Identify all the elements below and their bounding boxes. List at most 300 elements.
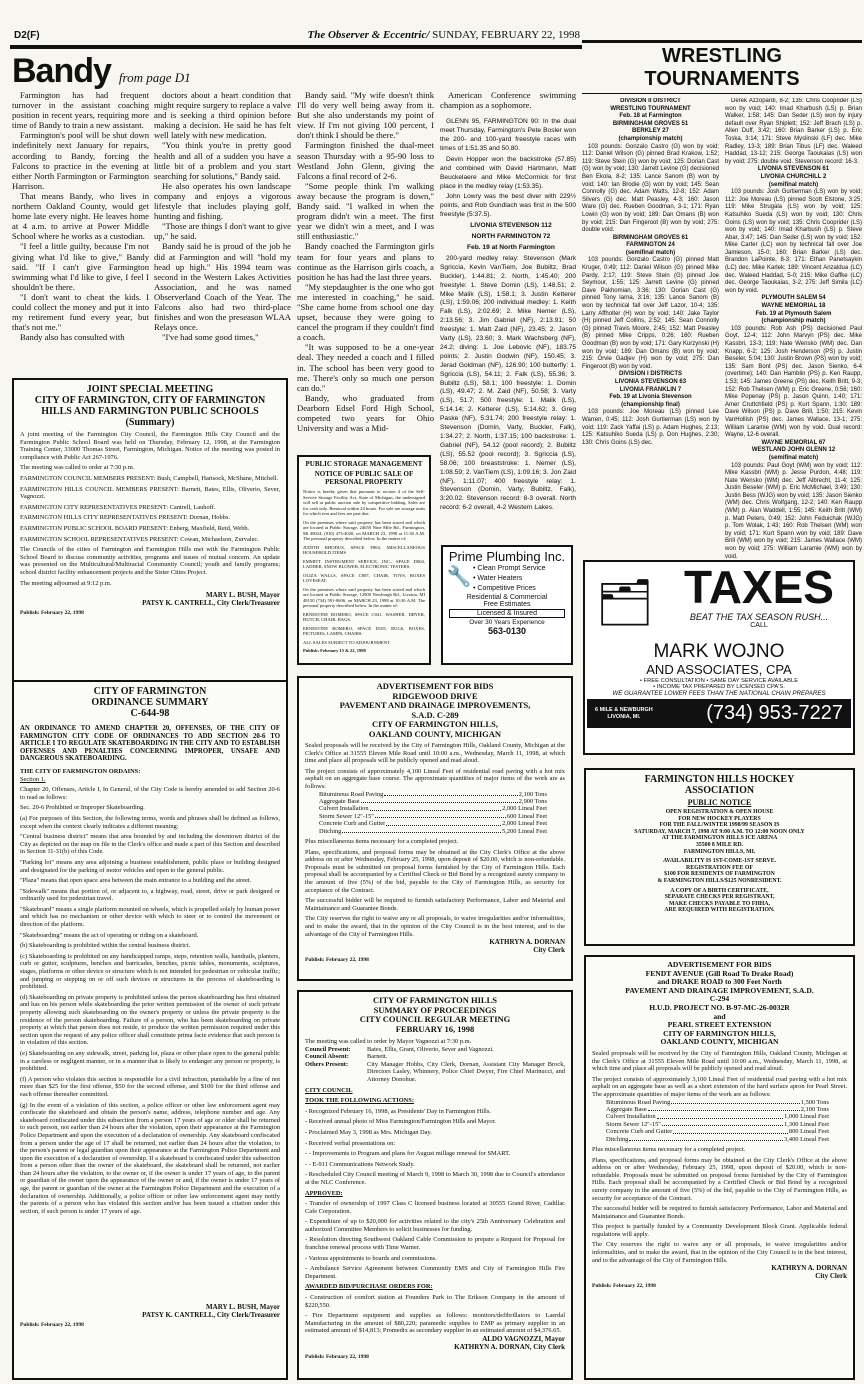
- result-heading: (championship final): [621, 401, 680, 408]
- text-line: C-294: [709, 994, 730, 1004]
- notice-body: [20, 431, 280, 587]
- text-line: - Proclaimed May 3, 1998 as Mrs. Michigan Day.: [305, 1128, 432, 1136]
- plumbing-experience: Over 30 Years Experience: [469, 619, 545, 626]
- result-heading: (championship match): [618, 135, 683, 142]
- text-line: CITY OF FARMINGTON HILLS,: [371, 719, 499, 729]
- text-line: Bandy, who graduated from Dearborn Edsel Ford High School, competed two years for Ohio University and was a Mid-: [297, 392, 434, 434]
- fendt-bid-notice: [584, 955, 855, 1380]
- text-line: - Received verbal presentations on:: [305, 1139, 396, 1147]
- text-line: - Resolution directing Southwest Oakland Cable Commission to prepare a Request for Proposal for franchise renewal process with Time Warner.: [305, 1236, 565, 1252]
- item-quantity: 2,000 Lineal Feet: [502, 820, 547, 828]
- text-line: He also operates his own landscape company and enjoys a vigorous lifestyle that includes playing golf, hunting and fishing.: [154, 180, 291, 222]
- text-line: A COPY OF A BIRTH CERTIFICATE,: [670, 887, 769, 894]
- text-line: Farmington finished the dual-meet season Thursday with a 95-90 loss to Westland John Glenn, giving the Falcons a final record of 2-6.: [297, 140, 434, 181]
- text-line: NORTH FARMINGTON 72: [471, 233, 551, 241]
- text-line: The City reserves the right to waive any or all proposals, to waive irregularities and/or informalities, and to make the award, that in the opinion of the City Council is in the best interest, and to the advantage of the City of Farmington Hills.: [305, 915, 565, 938]
- text-line: This project is partially funded by a Community Development Block Grant. Applicable federal regulations will apply.: [592, 1223, 847, 1238]
- text-line: The meeting adjourned at 9:12 p.m.: [20, 579, 112, 587]
- plumbing-phone: 563-0130: [487, 626, 527, 636]
- match-results: Derek Azzopardi, 8-2; 135: Chris Cooprider (LS) won by void; 140: Imad Kharbush (LS) p. Brian Walker, 1:58; 145: Dan Seder (LS) won by injury default over Ryan Shiplett; 152: Jeff Brach (LS) p. Allen Duff, 3:42; 160: Brian Barker (LS) p. Eric Toska, 3:14; 171: Steve Myslinski (LF) dec. Mike Radley, 13-3; 189: Brian Tibus (LF) dec. Waleed Haddad, 13-12; 215: George Taoukaias (LS) won by void; 275: double void. Stevenson record: 16-3.: [725, 98, 862, 165]
- text-line: That means Bandy, who lives in northern Oakland County, would get home late every night. He leaves home at 4 a.m. to arrive at Power Middle School where he works as a custodian.: [12, 190, 149, 242]
- text-line: (c) Skateboarding is prohibited on any handicapped ramps, steps, retention walls, handrails, planters, curb or gutter, sculptures, benches and barricades, benches, picnic tables, monuments, sculptures, stages, platforms or other device or structure which is not intended for pedestrian or vehicular traffic; and jumping or stepping on or off such devices or structures in the process of skateboarding is prohibited.: [20, 952, 280, 991]
- text-line: KATHRYN A. DORNAN: [489, 938, 565, 947]
- text-line: "My stepdaughter is the one who got me interested in coaching," he said. "She came home from school one day upset, because they were going to cancel the program if they couldn't find a coach.: [297, 281, 434, 343]
- text-line: ASSOCIATION: [684, 785, 755, 796]
- text-line: MARY L. BUSH, Mayor: [206, 591, 280, 600]
- text-line: ERNESTINE ROMERO, SPACE C041, WASHER, DRYER, HUTCH, CHAIR, BAGS.: [303, 611, 425, 622]
- storage-subtitle: NOTICE OF PUBLIC SALE OF PERSONAL PROPERTY: [314, 470, 414, 486]
- text-line: (g) In the event of a violation of this section, a police officer or other law enforcement agent may confiscate the skateboard and obtain the person's name, address, telephone number and age. Any skateboard confiscated under this subsection from a person 17 years of age or older shall be returned to such person, not earlier than 24 hours after the violation, upon their appearance at the Farmington Police Department and upon the execution of a declaration of ownership. Any skateboard confiscated from a person under the age of 17 shall be returned, not earlier than 24 hours after the violation, to the person's parent or legal guardian upon their appearance at the Farmington Police Department and upon the execution of a declaration of ownership. If a skateboard is confiscated under this subsection from a person other than the owner of the skateboard, the skateboard shall be returned, not earlier than 24 hours after the violation, to the owner or, if the owner is under 17 years of age, to the parent or guardian of the owner upon the appearance of the owner or and, if the owner is under 17 years of age, the parent or guardian of the owner at the Farmington Police Department and the execution of a declaration of ownership. Additionally, a police officer or other law enforcement agent may notify the parents of a person who has violated this section and/or has been issued a citation under this section, if such person is under 17 years of age.: [20, 1101, 280, 1215]
- item-quantity: 2,900 Tons: [518, 797, 547, 805]
- text-line: CITY OF FARMINGTON, CITY OF FARMINGTON: [34, 395, 266, 406]
- hockey-notice: [584, 768, 855, 946]
- result-heading: BERKLEY 27: [632, 128, 669, 135]
- text-line: The City reserves the right to waive any or all proposals, to waive irregularities and/or informalities, and to make the award, that in the opinion of the City Council is in the best interest, and to the advantage of the City of Farmington Hills.: [592, 1241, 847, 1264]
- text-line: FARMINGTON COUNCIL MEMBERS PRESENT: Bush, Campbell, Hartsock, McShane, Mitchell.: [20, 474, 279, 482]
- notice-title: [20, 686, 280, 719]
- roll-row: [305, 1053, 565, 1061]
- text-line: The Councils of the cities of Farmington and Farmington Hills met with the Farmington Public School Board to discuss community activities, programs and issues of mutual concern. An update was presented on the Multicultural/Multiracial Community Council; youth and family programs; school district facility enhancement projects and the Sister Cities Project.: [20, 546, 280, 576]
- item-name: Concrete Curb and Gutter: [319, 820, 386, 828]
- text-line: - Recognized February 16, 1998, as Presidents' Day in Farmington Hills.: [305, 1107, 491, 1115]
- wrestling-title: WRESTLING TOURNAMENTS: [582, 40, 862, 94]
- text-line: AT THE FARMINGTON HILLS ICE ARENA: [661, 835, 778, 842]
- text-line: Sec. 20-6 Prohibited or Improper Skateboarding.: [20, 804, 145, 812]
- text-line: "Plaza" means that open space area between the main entrance to a building and the street.: [20, 877, 252, 885]
- notice-title: [305, 996, 565, 1034]
- text-line: • Clean Prompt Service: [473, 565, 546, 572]
- wrestling-column-right: [725, 98, 862, 560]
- text-line: - Rescheduled City Council meeting of March 9, 1998 to March 30, 1998 due to Council's attendance at the NLC Conference.: [305, 1171, 565, 1186]
- leader-dots: [384, 791, 518, 796]
- story-column-1: [12, 90, 149, 375]
- publish-date: Publish: February 22, 1998: [305, 1354, 369, 1360]
- text-line: "Central business district" means that area bounded by and including the downtown district of the City as depicted on the map on file in the Clerk's office and made a part of this Section and described in Section 11-31(b) of this Code.: [20, 833, 280, 856]
- roll-label: Council Absent:: [305, 1053, 349, 1061]
- result-heading: LIVONIA CHURCHILL 2: [760, 173, 827, 180]
- hockey-title: [592, 774, 847, 796]
- roll-names: Barnett.: [367, 1053, 388, 1061]
- text-line: Bandy also has consulted with: [20, 332, 125, 343]
- text-line: KATHRYN A. DORNAN: [771, 1264, 847, 1273]
- taxes-bullet: • FREE CONSULTATION • SAME DAY SERVICE AVAILABLE: [639, 678, 799, 684]
- text-line: (d) Skateboarding on private property is prohibited unless the person skateboarding has first obtained and has on his person while skateboarding the prior written permission of the owner of such private property allowing such skateboarding on the owner's property or unless the private property is the residence of the person skateboarding. Failure of a person, who has been skateboarding on private property at which that person does not reside, to produce the written permission required under this section upon the request of any police officer shall constitute prima facie evidence that such person is in violation of this section.: [20, 993, 280, 1047]
- text-line: GLENN 95, FARMINGTON 90: In the dual meet Thursday, Farmington's Pete Bosler won the 200- and 100-yard freestyle races with times of 1:51.35 and 50.80.: [440, 118, 576, 152]
- item-name: Culvert Installation: [319, 805, 369, 813]
- text-line: Sealed proposals will be received by the City of Farmington Hills, Oakland County, Michigan at the Clerk's Office at 31555 Eleven Mile Road until 10:00 a.m., Wednesday, March 11, 1998, at which time and place all proposals will be publicly opened and read aloud.: [592, 1049, 847, 1073]
- result-heading: Feb. 18 at Farmington: [619, 113, 682, 120]
- item-quantity: 600 Lineal Feet: [506, 812, 547, 820]
- text-line: Plus miscellaneous items necessary for a completed project.: [305, 838, 459, 845]
- text-line: CITY COUNCIL REGULAR MEETING: [359, 1014, 511, 1024]
- item-name: Storm Sewer 12"-15": [606, 1120, 661, 1128]
- text-line: KATHRYN A. DORNAN, City Clerk: [454, 1343, 565, 1351]
- taxes-phone: (734) 953-7227: [706, 702, 843, 724]
- text-line: OAKLAND COUNTY, MICHIGAN: [660, 1037, 779, 1047]
- text-line: "Skateboarding" means the act of operating or riding on a skateboard.: [20, 931, 199, 939]
- result-heading: LIVONIA FRANKLIN 7: [619, 386, 682, 393]
- taxes-ad: [583, 560, 855, 755]
- leader-dots: [342, 828, 501, 833]
- page-folio: D2(F): [14, 30, 40, 41]
- ordains: THE CITY OF FARMINGTON ORDAINS:: [20, 767, 141, 775]
- leader-dots: [662, 1121, 783, 1126]
- story-headline: [12, 52, 191, 91]
- result-heading: WAYNE MEMORIAL 67: [761, 439, 826, 446]
- text-line: 35500 8 MILE RD.: [695, 841, 744, 848]
- item-name: Culvert Installation: [606, 1113, 656, 1121]
- text-line: FOR THE FALL/WINTER 1998/99 SEASON IS: [659, 822, 780, 829]
- text-line: "I don't want to cheat the kids. I could collect the money and put it into my retirement fund every year, but that's not me.": [12, 291, 149, 333]
- text-line: - Transfer of ownership of 1997 Class C licensed business located at 30555 Grand River, Cadillac Cafe Corporation.: [305, 1200, 565, 1215]
- item-quantity: 2,000 Lineal Feet: [502, 805, 547, 813]
- text-line: - - E-911 Communications Network Study.: [305, 1160, 415, 1168]
- notice-body: [592, 1050, 847, 1099]
- text-line: FARMINGTON HILLS, MI.: [683, 848, 756, 855]
- swim-results: [440, 118, 576, 513]
- headline: Bandy: [12, 52, 111, 90]
- match-results: 103 pounds: Rob Ash (PS) decisioned Paul Goyt, 12-4; 112: John Marvyn (PS) dec. Mike Kassbri, 13-3; 119: Nate Wensko (WM) dec. Dan Knapp, 6-2; 125: Josh Henderson (PS) p. Justin Beseler, 5:04; 130: Justin Brown (PS) won by void; 135: Sam Bont (PS) dec. Jason Sienko, 6-4 (overtime); 140: Dan Hamblin (PS) p. Ken Raupp, 1:53; 145: James Greene (PS) dec. Keith Britt, 9-3; 152: Rob Thelsen (WM) p. Eric Greene, 0:56; 160: Mike Popenay (PS) p. Jason Quinn, 1:40; 171: Amer Cruttchfield (PS) p. Kurt Spann, 1:30; 189: Dave Wilson (PS) p. Dave Brill, 1:50; 215: Kevin VanHollish (PS) dec. James Wallace, 13-1; 275: William Laramie (WM) won by void. Dual record: Wayne, 12-6 overall.: [725, 325, 862, 439]
- plumbing-licensed: Licensed & Insured: [449, 609, 565, 618]
- text-line: - - Improvements to Program and plans for August millage renewal for SMART.: [305, 1150, 511, 1158]
- text-line: - Construction of comfort station at Founders Park to The Erikson Company in the amount of $220,550.: [305, 1294, 565, 1309]
- text-line: PATSY K. CANTRELL, City Clerk/Treasurer: [142, 599, 280, 608]
- text-line: OAKLAND COUNTY, MICHIGAN: [368, 728, 502, 739]
- text-line: SEPARATE CHECKS PER REGISTRANT,: [664, 894, 775, 901]
- result-heading: (semifinal match): [768, 181, 819, 188]
- item-quantity: 3,400 Lineal Feet: [784, 1135, 829, 1143]
- council-proceedings: [297, 990, 573, 1380]
- text-line: CITY OF FARMINGTON HILLS,: [663, 1028, 776, 1038]
- work-item: [319, 791, 547, 798]
- leader-dots: [657, 1113, 784, 1118]
- roll-names: City Manager Hobbs, City Clerk, Dornan, Assistant City Manager Brock, Directors Lasley, Whinnery, Police Chief Dwyer, Fire Chief Marinucci, and Attorney Donohue.: [367, 1060, 565, 1083]
- taxes-call: CALL: [750, 622, 768, 629]
- leader-dots: [648, 1106, 800, 1111]
- work-items: [592, 1099, 847, 1143]
- taxes-bullet: • INCOME TAX PREPARED BY LICENSED CPA'S.: [653, 684, 785, 690]
- item-name: Aggregate Base: [319, 797, 360, 805]
- ordinance-body: [20, 783, 280, 1303]
- match-results: 103 pounds: Gonzalo Castro (G) won by void; 112: Daniel Wilson (G) pinned Brad Krakow, 1:52; 119: Steve Stein (G) won by void; 125: Dorian Cast (G) won by void; 130: Jarrett Levine (G) decisioned Ben Ekola, 8-2; 135: Lance Sanom (B) won by void; 140: Ian Brodie (G) won by void; 145: Sean Connolly (G) dec. Adam Watts, 12-8; 152: Adam Silvers (G) dec. Matt Peasley, 4-3; 160: Jason Ware (G) dec. Rueben Goodman, 3-1; 171: Ryan Lowin (G) won by void; 189: Dan Omans (B) won by void; 215: Dan Fingeroot (B) won by void; 275: double void.: [582, 143, 719, 234]
- text-line: $100 FOR RESIDENTS OF FARMINGTON: [664, 871, 775, 878]
- work-item: [606, 1128, 829, 1135]
- work-item: [606, 1099, 829, 1106]
- result-heading: Feb. 19 at Plymouth Salem: [755, 310, 832, 317]
- text-line: Farmington has had frequent turnover in the assistant coaching position in recent years, requiring more time of Bandy to train a new assistant.: [12, 90, 149, 131]
- result-heading: WRESTLING TOURNAMENT: [610, 105, 691, 112]
- work-item: [606, 1121, 829, 1128]
- work-item: [319, 820, 547, 827]
- text-line: (f) A person who violates this section is responsible for a civil infraction, punishable by a fine of not more than $25 for the first offense, $50 for the second offense, and $100 for the third offense and each offense thereafter committed.: [20, 1075, 280, 1098]
- item-quantity: 2,100 Tons: [800, 1105, 829, 1113]
- match-results: 103 pounds: Paul Goyt (WM) won by void; 112: Mike Kassbri (WM) p. Jesse Purdon, 4:48; 119: Nate Wensko (WM) dec. Jeff Albrecht, 11-4; 125: Justin Beseler (WM) p. Eric McMichael, 3:49; 130: Justin Bess (WJG) won by void; 135: Jason Sienko (WM) dec. Chris Wolfgang, 12-2; 140: Ken Raupp (WM) p. Alan Waddell, 1:55; 145: Keith Britt (WM) p. Matt Peters, 0:49; 152: John Feduichak (WJG) p. Tom Wolak, 1:43; 160: Rob Thelsen (WM) won by void; 171: Kurt Spann won by void; 189: Dave Brill (WM) won by void; 215: James Wallace (WM) won by void; 275: William Laramie (WM) won by void.: [725, 462, 862, 560]
- item-name: Bituminous Road Paving: [606, 1098, 671, 1106]
- swim-notes: [440, 118, 576, 220]
- text-line: ADVERTISEMENT FOR BIDS: [667, 960, 772, 969]
- text-line: PAVEMENT AND DRAINAGE IMPROVEMENT, S.A.D.: [625, 985, 814, 995]
- text-line: - Ambulance Service Agreement between Community EMS and City of Farmington Hills Fire Department.: [305, 1265, 565, 1280]
- text-line: FARMINGTON HILLS HOCKEY: [644, 774, 795, 785]
- text-line: - Received annual photo of Miss Farmington/Farmington Hills and Mayor.: [305, 1118, 496, 1126]
- text-line: The successful bidder will be required to furnish satisfactory Performance, Labor and Material and Maintainance and Guarantee Bonds.: [305, 897, 565, 912]
- roll-label: Council Present:: [305, 1045, 351, 1053]
- result-heading: LIVONIA STEVENSON 63: [614, 378, 687, 385]
- work-item: [319, 813, 547, 820]
- result-heading: DIVISION II DISTRICT: [620, 98, 681, 104]
- text-line: ALL SALES SUBJECT TO ADJOURNMENT.: [303, 639, 391, 645]
- public-storage-notice: [297, 455, 431, 665]
- text-line: FEBRUARY 16, 1998: [395, 1023, 475, 1034]
- text-line: CITY COUNCIL: [305, 1086, 353, 1094]
- item-quantity: 1,000 Lineal Feet: [784, 1113, 829, 1121]
- taxes-tagline: BEAT THE TAX SEASON RUSH...: [689, 612, 829, 622]
- masthead: [270, 29, 580, 41]
- public-notice: PUBLIC NOTICE: [687, 798, 752, 807]
- result-heading: (championship match): [761, 318, 826, 325]
- text-line: CITY OF FARMINGTON HILLS: [373, 995, 497, 1005]
- text-line: FARMINGTON HILLS COUNCIL MEMBERS PRESENT: Barnett, Bates, Ellis, Oliverio, Sever, Vagnozzi.: [20, 485, 280, 501]
- text-line: Plus miscellaneous items necessary for a completed project.: [592, 1145, 746, 1153]
- notice-body: [305, 838, 565, 938]
- taxes-headline: TAXES: [684, 561, 834, 613]
- text-line: AVAILABILITY IS 1ST-COME-1ST SERVE.: [662, 858, 777, 865]
- roll-row: [305, 1061, 565, 1084]
- story-column-3: [297, 90, 434, 450]
- text-line: "I feel a little guilty, because I'm not giving what I'd like to give," Bandy said. "If I can't give Farmington swimming what I'd like to give, I feel I shouldn't be there.: [12, 241, 149, 292]
- text-line: ALDO VAGNOZZI, Mayor: [482, 1335, 565, 1343]
- text-line: Feb. 19 at North Farmington: [467, 243, 555, 251]
- text-line: The project consists of approximately 3,100 Lineal Feet of residential road paving with a hot mix asphalt on an aggregate base as well as a short extension of the hard surface apron for Pearl Street. The approximate quantities of major items of the work are as follows:: [592, 1075, 847, 1098]
- roll-call: [305, 1046, 565, 1084]
- text-line: "I've had some good times,": [162, 332, 259, 343]
- roll-row: [305, 1046, 565, 1054]
- taxes-location: 6 MILE & NEWBURGH: [595, 706, 653, 713]
- item-name: Storm Sewer 12"-15": [319, 812, 374, 820]
- text-line: - Fire Department equipment and supplies as follows: monitors/defibrillators to Laerdal Manufacturing in the amount of $80,220; paramedic supplies to EMP as primary supplier in an estimated amount of $14,813; Promedix as secondary supplier in an estimated amount of $4,376.65.: [305, 1312, 565, 1335]
- issue-date: SUNDAY, FEBRUARY 22, 1998: [432, 29, 580, 41]
- result-heading: (semifinal match): [768, 454, 819, 461]
- work-item: [319, 798, 547, 805]
- paperwork-illustration-icon: 🗂: [595, 576, 655, 628]
- text-line: City Clerk: [815, 1272, 847, 1281]
- section-heading: Section 1.: [20, 775, 46, 783]
- swim-results-text: 200-yard medley relay: Stevenson (Mark Sgriccia, Kevin VanTiem, Joe Bubiltz, Brad Buckler), 1:44.81; 2. North, 1:45.40; 200 freestyle: 1. Steve Domin (LS), 1:48.51; 2. Mike Malik (LS), 1:58.1; 3. Justin Ketterer (LS), 1:59.06; 200 individual medley: 1. Keith Falk (LS), 2:02.69; 2. Mike Nemer (LS), 2:13.56; 3. Jim Gabriel (NF), 2:13.91; 50 freestyle: 1. Matt Zaid (NF), 23.45; 2. Jason Varty (LS), 23.60; 3. Mark Wachsberg (NF), 24.2; diving: 1. Joe Lebovic (NF), 183.75 points; 2. Justin Godwin (NF), 150.45; 3. Jerad Goldman (NF), 126.90; 100 butterfly: 1. Sgriccia (LS), 54.11; 2. Falk (LS), 55.36; 3. Bubiltz (LS), 58.1; 100 freestyle: 1. Domin (LS), 49.47; 2. M. Zaid (NF), 50.58; 3. Varty (LS), 51.7; 500 freestyle: 1. Malik (LS), 5:14.14; 2. Ketterer (LS), 5:14.62; 3. Greg Paske (NF), 5:31.74; 200 freestyle relay: 1. Stevenson (Domin, Varty, Buckler, Falk), 1:34.27; 2. North, 1:37.15; 100 backstroke: 1. Gabriel (NF), 54.12 (pool record); 2. Bubiltz (LS), 55.52 (pool record); 3. Sgriccia (LS), 58.06; 100 breaststroke: 1. Nemer (LS), 1:08.59; 2. VanTiem (LS), 1:09.16; 3. Jon Zaid (NF), 1:11.07; 400 freestyle relay: 1. Stevenson (Domin, Varty, Bubiltz, Falk), 3:20.02. Stevenson record: 8-3 overall. North record: 6-2 overall, 4-2 Western Lakes.: [440, 254, 576, 512]
- section-heading: [305, 1087, 565, 1105]
- item-quantity: 2,100 Tons: [518, 790, 547, 798]
- text-line: HILLS AND FARMINGTON PUBLIC SCHOOLS: [41, 406, 259, 417]
- result-heading: WAYNE MEMORIAL 18: [761, 303, 826, 310]
- item-name: Ditching: [319, 827, 342, 835]
- publish-date: Publish: February 22, 1998: [20, 610, 84, 617]
- leader-dots: [629, 1136, 783, 1141]
- notice-title: [592, 961, 847, 1047]
- text-line: OLIZA WALLS, SPACE C807, CHAIR, TOYS, BOXES LOVESEAT.: [303, 572, 425, 583]
- plumbing-bullets: [473, 564, 545, 594]
- text-line: H.U.D. PROJECT NO. B-97-MC-26-0032R: [649, 1002, 790, 1012]
- actions-list: [305, 1108, 565, 1187]
- text-line: FARMINGTON SCHOOL REPRESENTATIVES PRESENT: Cowan, Michaelson, Zurvalec.: [20, 535, 259, 543]
- text-line: "Skateboard" means a single platform mounted on wheels, which is propelled solely by human power and which has no mechanism or other device with which to steer or to control the movement or direction of the platform.: [20, 905, 280, 929]
- text-line: FARMINGTON HILLS CITY REPRESENTATIVES PRESENT: Dornan, Hobbs.: [20, 514, 230, 522]
- text-line: PEARL STREET EXTENSION: [667, 1020, 772, 1030]
- text-line: and: [713, 1011, 726, 1021]
- text-line: FENDT AVENUE (Gill Road To Drake Road): [645, 968, 794, 978]
- leader-dots: [386, 820, 501, 825]
- text-line: Chapter 20, Offenses, Article I, In General, of the City Code is hereby amended to add Section 20-6 to read as follows:: [20, 786, 280, 801]
- ridgewood-bid-notice: [297, 676, 573, 981]
- text-line: JUDITH RHODUS, SPACE F804, MISCELLANEOUS HOUSEHOLD ITEMS: [303, 544, 425, 555]
- plumbing-line: Residential & Commercial: [466, 594, 548, 601]
- story-column-4: [440, 90, 576, 540]
- text-line: MARY L. BUSH, Mayor: [206, 1303, 280, 1312]
- result-heading: (semifinal match): [625, 249, 676, 256]
- hockey-requirements: [592, 888, 847, 914]
- text-line: LIVONIA STEVENSON 112: [470, 222, 552, 230]
- leader-dots: [673, 1128, 788, 1133]
- paper-name: The Observer & Eccentric/: [307, 29, 430, 41]
- text-line: "It was supposed to be a one-year deal. They needed a coach and I filled in. The school has been very good to me. There's only so much one person can do.": [297, 342, 434, 393]
- text-line: The meeting was called to order at 7:30 p.m.: [20, 464, 135, 472]
- result-heading: Feb. 19 at Livonia Stevenson: [609, 394, 692, 401]
- signature: [592, 1264, 847, 1280]
- text-line: (Summary): [125, 417, 175, 428]
- text-line: ARE REQUIRED WITH REGISTRATION.: [664, 907, 775, 914]
- signature: [305, 1335, 565, 1351]
- match-results: 103 pounds: Joe Moreau (LS) pinned Lee Warren, 0:45; 112: Josh Gurtierman (LS) won by void; 119: Zack Yaffai (LS) p. Adam Hughes, 2:13; 125: Katsuhiko Sueda (LS) p. Don Hughes, 2:30; 130: Chris Goins (LS) dec.: [582, 409, 719, 446]
- signature: [20, 591, 280, 607]
- text-line: The successful bidder will be required to furnish satisfactory Performance, Labor and Material and Maintainance and Guarantee Bonds.: [592, 1205, 847, 1220]
- text-line: PAVEMENT AND DRAINAGE IMPROVEMENTS,: [339, 700, 531, 710]
- text-line: Plans, specifications, and proposal forms may be obtained at the City Clerk's Office at the above address on or after Wednesday, February 25, 1998, upon deposit of $20.00, which is non-refundable. Proposals must be submitted on proposal forms furnished by the City of Farmington Hills. Each proposal shall be accompanied by a Certified Check or Bid Bond by a recognized surety company in the amount of five (5%) of the bid, payable to the City of Farmington Hills, as security for acceptance of the Contract.: [305, 848, 565, 894]
- publish-date: Publish: February 22, 1998: [592, 1283, 656, 1290]
- text-line: "Sidewalk" means that portion of, or adjacent to, a highway, road, street, drive or park designed or ordinarily used for pedestrian travel.: [20, 887, 280, 903]
- text-line: ORDINANCE SUMMARY: [91, 697, 209, 708]
- joint-meeting-notice: [12, 378, 288, 700]
- text-line: A joint meeting of the Farmington City Council, the Farmington Hills City Council and the Farmington Public School Board was held on Thursday, February 12, 1998, at the Farmington Training Center, 33000 Thomas Street, Farmington, Michigan. Notice of the meeting was posted in compliance with Public Act 267-1976.: [20, 431, 280, 461]
- text-line: Notice is hereby given that pursuant to section 4 of the Self-Service Storage Facility Act, State of Michigan, the undersigned will sell at public auction sale by competitive bidding. Sales are for cash only. Removal within 24 hours. For sale are storage units for which rent and fees are past due.: [303, 489, 425, 516]
- ordinance-lead: AN ORDINANCE TO AMEND CHAPTER 20, OFFENSES, OF THE CITY OF FARMINGTON CITY CODE OF ORDINANCES TO ADD SECTION 20-6 TO ARTICLE I TO REGULATE SKATEBOARDING IN THE CITY AND TO ESTABLISH OFFENSES AND PENALTIES CONCERNING IMPROPER, UNSAFE AND DANGEROUS SKATEBOARDING.: [20, 725, 280, 763]
- item-name: Aggregate Base: [606, 1105, 647, 1113]
- text-line: ERNESTINE ROMERO, SPACE D105, RUGS, BOXES, PICTURES, LAMPS, CHAIRS.: [303, 625, 425, 636]
- text-line: Sealed proposals will be received by the City of Farmington Hills, Oakland County, Michigan at the Clerk's Office at 31555 Eleven Mile Road until 10:00 a.m., Wednesday, March 11, 1998, at which time and place all proposals will be publicly opened and read aloud.: [305, 742, 565, 765]
- signature: [20, 1303, 280, 1319]
- text-line: "Some people think I'm walking away because the program is down," Bandy said. "I walked in when the program didn't win a meet. The first year we didn't win a meet, and I was still enthusiastic.": [297, 180, 434, 242]
- text-line: SATURDAY, MARCH 7, 1998 AT 9:00 A.M. TO 12:00 NOON ONLY: [634, 828, 805, 835]
- result-heading: BIRMINGHAM GROVES 51: [612, 120, 689, 127]
- work-item: [606, 1106, 829, 1113]
- text-line: "Those are things I don't want to give up," he said.: [154, 221, 291, 242]
- story-column-2: [154, 90, 291, 375]
- item-quantity: 1,500 Tons: [800, 1098, 829, 1106]
- leader-dots: [375, 813, 506, 818]
- result-heading: WESTLAND JOHN GLENN 12: [751, 447, 836, 454]
- notice-title: [305, 682, 565, 739]
- match-results: 103 pounds: Josh Gurtierman (LS) won by void; 112: Joe Moreau (LS) pinned Scott Elstone, 3:25; 119: Mike Strugala (LS) won by void; 125: Katsuhiko Sueda (LS) won by void; 130: Chris Goins (LS) won by void; 135: Chris Cooprider (LS) won by void; 140: Imad Kharbush (LS) p. Steve Abar, 3:47; 145: Dan Seder (LS) won by void; 152: Mike Carter (LC) won by technical fall over Joe Jamieson, 15-0; 160: Brian Barker (LS) dec. Brandon LaPointe, 8-3; 171: Ethan Panetsaykin (LC) dec. Mike Karlek; 189: Vincent Anzaldua (LC) dec. Waleed Haddad, 5-0; 215: Mike Gaffke (LC) dec. George Taoukaias, 3-2; 275: Jeff Simila (LC) won by void.: [725, 189, 862, 294]
- text-line: (e) Skateboarding on any sidewalk, street, parking lot, plaza or other place open to the general public in a careless or negligent manner, or in a manner that is likely to endanger any person or property, is prohibited.: [20, 1049, 280, 1073]
- work-item: [606, 1113, 829, 1120]
- result-heading: BIRMINGHAM GROVES 61: [612, 234, 689, 241]
- awarded-list: [305, 1294, 565, 1335]
- approved-list: [305, 1200, 565, 1280]
- text-line: EMMITT INSTRUMENT SERVICE, INC., SPACE D004, LADDER, SNOW BLOWER, ELECTRONIC TESTERS.: [303, 558, 425, 569]
- text-line: FARMINGTON CITY REPRESENTATIVES PRESENT: Cantrell, Lauhoff.: [20, 503, 216, 511]
- leader-dots: [671, 1099, 800, 1104]
- text-line: PATSY K. CANTRELL, City Clerk/Treasurer: [142, 1311, 280, 1320]
- text-line: S.A.D. C-289: [411, 709, 459, 720]
- text-line: & FARMINGTON HILLS/$125 NONRESIDENT.: [657, 877, 782, 884]
- plumbing-name: Prime Plumbing Inc.: [448, 549, 566, 564]
- work-item: [319, 828, 547, 835]
- section-heading: APPROVED:: [305, 1189, 343, 1197]
- text-line: (b) Skateboarding is prohibited within the central business district.: [20, 942, 191, 950]
- work-items: [305, 791, 565, 835]
- item-name: Bituminous Road Paving: [319, 790, 384, 798]
- text-line: Bandy said. "My wife doesn't think I'll do very well being away from it. But she also understands my point of view. If I'm not giving 100 percent, I don't think I should be there.": [297, 90, 434, 141]
- leader-dots: [370, 805, 502, 810]
- text-line: RIDGEWOOD DRIVE: [392, 690, 478, 701]
- hockey-fees: [592, 858, 847, 884]
- masthead-rule: [10, 45, 582, 49]
- result-heading: PLYMOUTH SALEM 54: [761, 295, 826, 302]
- taxes-guarantee: WE GUARANTEE LOWER FEES THAN THE NATIONAL CHAIN PREPARES: [612, 690, 826, 697]
- work-item: [606, 1136, 829, 1143]
- plumbing-line: Free Estimates: [483, 601, 531, 608]
- item-quantity: 800 Lineal Feet: [788, 1128, 829, 1136]
- text-line: REGISTRATION FEE OF: [686, 864, 753, 871]
- taxes-firm: AND ASSOCIATES, CPA: [646, 662, 792, 677]
- storage-body: [303, 489, 425, 645]
- item-name: Concrete Curb and Gutter: [606, 1128, 673, 1136]
- publish-date: Publish: February 22, 1998: [20, 1322, 84, 1329]
- notice-body: [592, 1146, 847, 1264]
- taxes-location: LIVONIA, MI.: [607, 713, 641, 720]
- publish-date: Publish: February 22, 1998: [305, 957, 369, 964]
- leader-dots: [361, 798, 518, 803]
- swim-heads: [440, 222, 576, 253]
- text-line: The project consists of approximately 4,100 Lineal Feet of residential road paving with a hot mix asphalt on an aggregate base course. The approximate quantities of major items of the work are as follows:: [305, 767, 565, 790]
- result-heading: DIVISION I DISTRICTS: [618, 371, 682, 378]
- notice-title: [20, 384, 280, 428]
- text-line: Farmington's pool will be shut down indefinitely next January for repairs, according to Bandy, forcing the Falcons to practice in the evening at either North Farmington or Farmington Harrison.: [12, 130, 149, 191]
- text-line: C-644-98: [130, 708, 170, 719]
- prime-plumbing-ad: [441, 545, 573, 665]
- text-line: and DRAKE ROAD to 300 Feet North: [657, 977, 782, 987]
- storage-title: PUBLIC STORAGE MANAGEMENT: [305, 460, 423, 468]
- result-heading: FARMINGTON 24: [626, 242, 675, 249]
- text-line: OPEN REGISTRATION & OPEN HOUSE: [665, 809, 774, 815]
- text-line: "You think you're in pretty good health and all of a sudden you have a little bit of a problem and you start searching for solutions," Bandy said.: [154, 140, 291, 181]
- text-line: - Various appointments to boards and commissions.: [305, 1254, 437, 1262]
- text-line: • Water Heaters: [473, 575, 523, 582]
- text-line: CITY OF FARMINGTON: [93, 686, 207, 697]
- ordinance-summary: [12, 680, 288, 1380]
- taxes-contact-bar: [587, 699, 851, 728]
- hockey-details: [592, 809, 847, 855]
- plumber-illustration-icon: 🔧: [446, 566, 472, 588]
- text-line: On the premises where said property has been stored and which are located at Public Storage, 12900 Newburgh Rd., Livonia, MI 48150 (734) 591-0606, on MARCH 23, 1998 at 10:30 A.M. The personal property described below. In the matter of:: [303, 586, 425, 608]
- text-line: Devin Hopper won the backstroke (57.85) and combined with David Hartmann, Matt Beuckelaere and Mike McCormick for first place in the medley relay (1:53.35).: [440, 155, 576, 190]
- result-heading: LIVONIA STEVENSON 61: [757, 166, 830, 173]
- text-line: - Expenditure of up to $20,000 for activities related to the city's 25th Anniversary Celebration and authorized Committee Members to solicit businesses for funding.: [305, 1218, 565, 1233]
- text-line: ADVERTISEMENT FOR BIDS: [376, 681, 494, 691]
- called-to-order: The meeting was called to order by Mayor Vagnozzi at 7:30 p.m.: [305, 1038, 472, 1045]
- work-item: [319, 805, 547, 812]
- text-line: TOOK THE FOLLOWING ACTIONS:: [305, 1097, 414, 1105]
- text-line: FARMINGTON PUBLIC SCHOOL BOARD PRESENT: Enberg, Maxfield, Reid, Webb.: [20, 524, 250, 532]
- text-line: Bandy coached the Farmington girls team for four years and plans to continue as the Harrison girls coach, a position he has had the last three years.: [297, 241, 434, 282]
- match-results: 103 pounds: Gonzalo Castro (G) pinned Matt Kruger, 0:49; 112: Daniel Wilson (G) pinned Mike Pardy, 2:17; 119: Steve Stein (G) pinned Joe Seymour, 1:55; 125: Jarrett Levine (G) pinned Dave Pakhomian, 3:36; 130: Dorian Cast (G) pinned Tony Iarna, 3:16; 135: Lance Sanom (B) won by technical fall over Jeff Lazor, 10-4; 135: Larry Affholter (H) won by void; 140: Jake Taylor (H) pinned Jeff Collins, 2:52; 145: Sean Connolly (G) pinned Travis Moore, 2:45; 152: Matt Peasley (B) pinned Mike Cripps, 0:26; 160: Rueben Goodman (B) won by void; 171: Gary Kurzynski (H) won by void; 189: Dan Omans (B) won by void; 215: Orvie Gadjev (H) won by void; 275: Dan Fingeroot (B) won by void.: [582, 257, 719, 370]
